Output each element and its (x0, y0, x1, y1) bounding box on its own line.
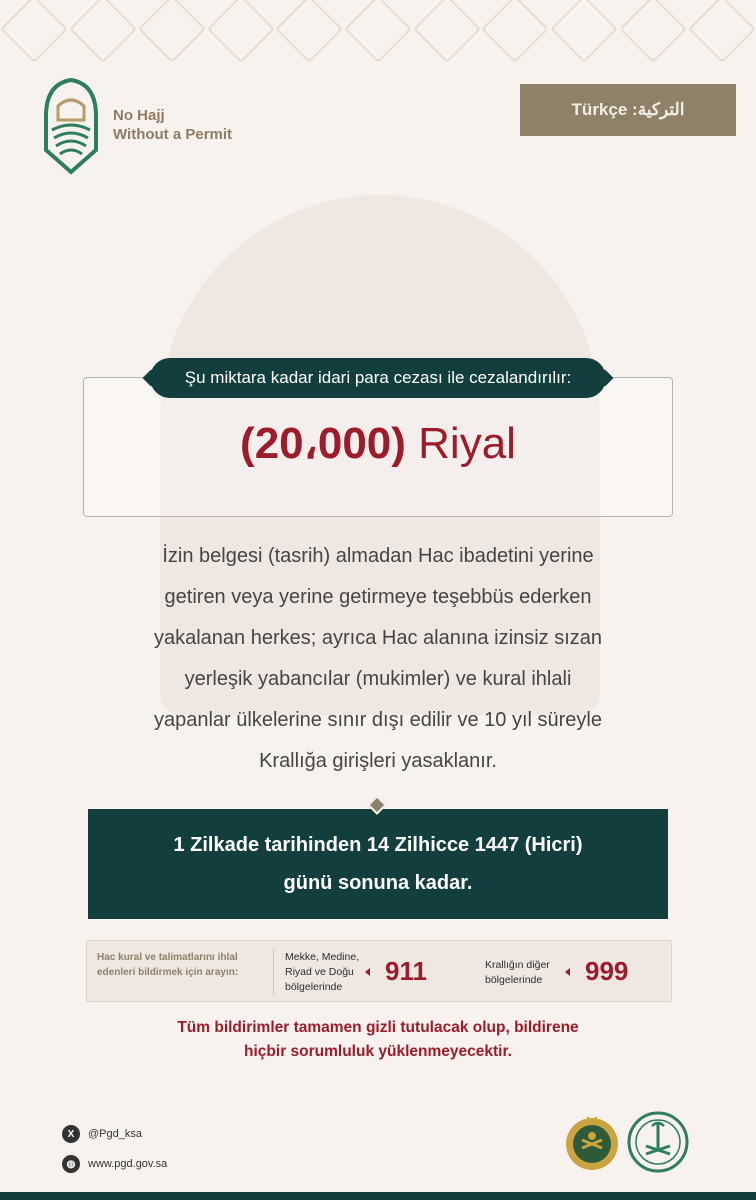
confidentiality-notice (100, 1016, 656, 1064)
language-label: Türkçe :التركية (520, 84, 736, 136)
brand-line1: No Hajj (113, 107, 165, 124)
body-line: yakalanan herkes; ayrıca Hac alanına izinsiz sızan (153, 627, 602, 649)
phone-911[interactable]: 911 (385, 956, 427, 986)
report-bar (86, 940, 672, 1002)
body-line: İzin belgesi (tasrih) almadan Hac ibadetini yerine (162, 545, 594, 567)
fine-amount (83, 418, 673, 469)
fine-currency: Riyal (418, 419, 516, 468)
x-logo-icon: X (62, 1125, 80, 1143)
brand-text (113, 106, 232, 144)
fine-heading: Şu miktara kadar idari para cezası ile cezalandırılır: (150, 358, 606, 398)
fine-amount-number: (20،000) (240, 419, 406, 468)
top-pattern (0, 0, 756, 58)
notice-line1: Tüm bildirimler tamamen gizli tutulacak olup, bildirene (177, 1019, 579, 1036)
fingerprint-arch-logo-icon (40, 76, 102, 176)
body-line: Krallığa girişleri yasaklanır. (259, 750, 497, 772)
website-url[interactable]: www.pgd.gov.sa (88, 1158, 168, 1170)
date-period-box (88, 809, 668, 919)
notice-line2: hiçbir sorumluluk yüklenmeyecektir. (244, 1043, 512, 1060)
divider (273, 949, 274, 995)
region2-text: Krallığın diğer bölgelerinde (485, 959, 550, 986)
pointer-icon (365, 968, 370, 976)
website-link[interactable] (62, 1155, 167, 1173)
date-line2: günü sonuna kadar. (283, 872, 473, 894)
body-line: yerleşik yabancılar (mukimler) ve kural ihlali (184, 668, 572, 690)
body-text (90, 536, 666, 782)
region1-text: Mekke, Medine, Riyad ve Doğu bölgelerinde (285, 951, 360, 993)
report-label: Hac kural ve talimatlarını ihlal edenleri bildirmek için arayın: (97, 952, 239, 978)
twitter-handle[interactable]: @Pgd_ksa (88, 1128, 142, 1140)
bottom-stripe (0, 1192, 756, 1200)
body-line: getiren veya yerine getirmeye teşebbüs ederken (164, 586, 592, 608)
ministry-of-interior-emblem-icon (626, 1110, 690, 1174)
phone-999[interactable]: 999 (585, 956, 629, 986)
brand-line2: Without a Permit (113, 126, 233, 143)
pointer-icon (565, 968, 570, 976)
twitter-link[interactable] (62, 1125, 142, 1143)
date-line1: 1 Zilkade tarihinden 14 Zilhicce 1447 (Hicri) (173, 834, 583, 856)
globe-icon: ◍ (62, 1155, 80, 1173)
body-line: yapanlar ülkelerine sınır dışı edilir ve 10 yıl süreyle (154, 709, 602, 731)
public-security-emblem-icon (560, 1110, 624, 1174)
